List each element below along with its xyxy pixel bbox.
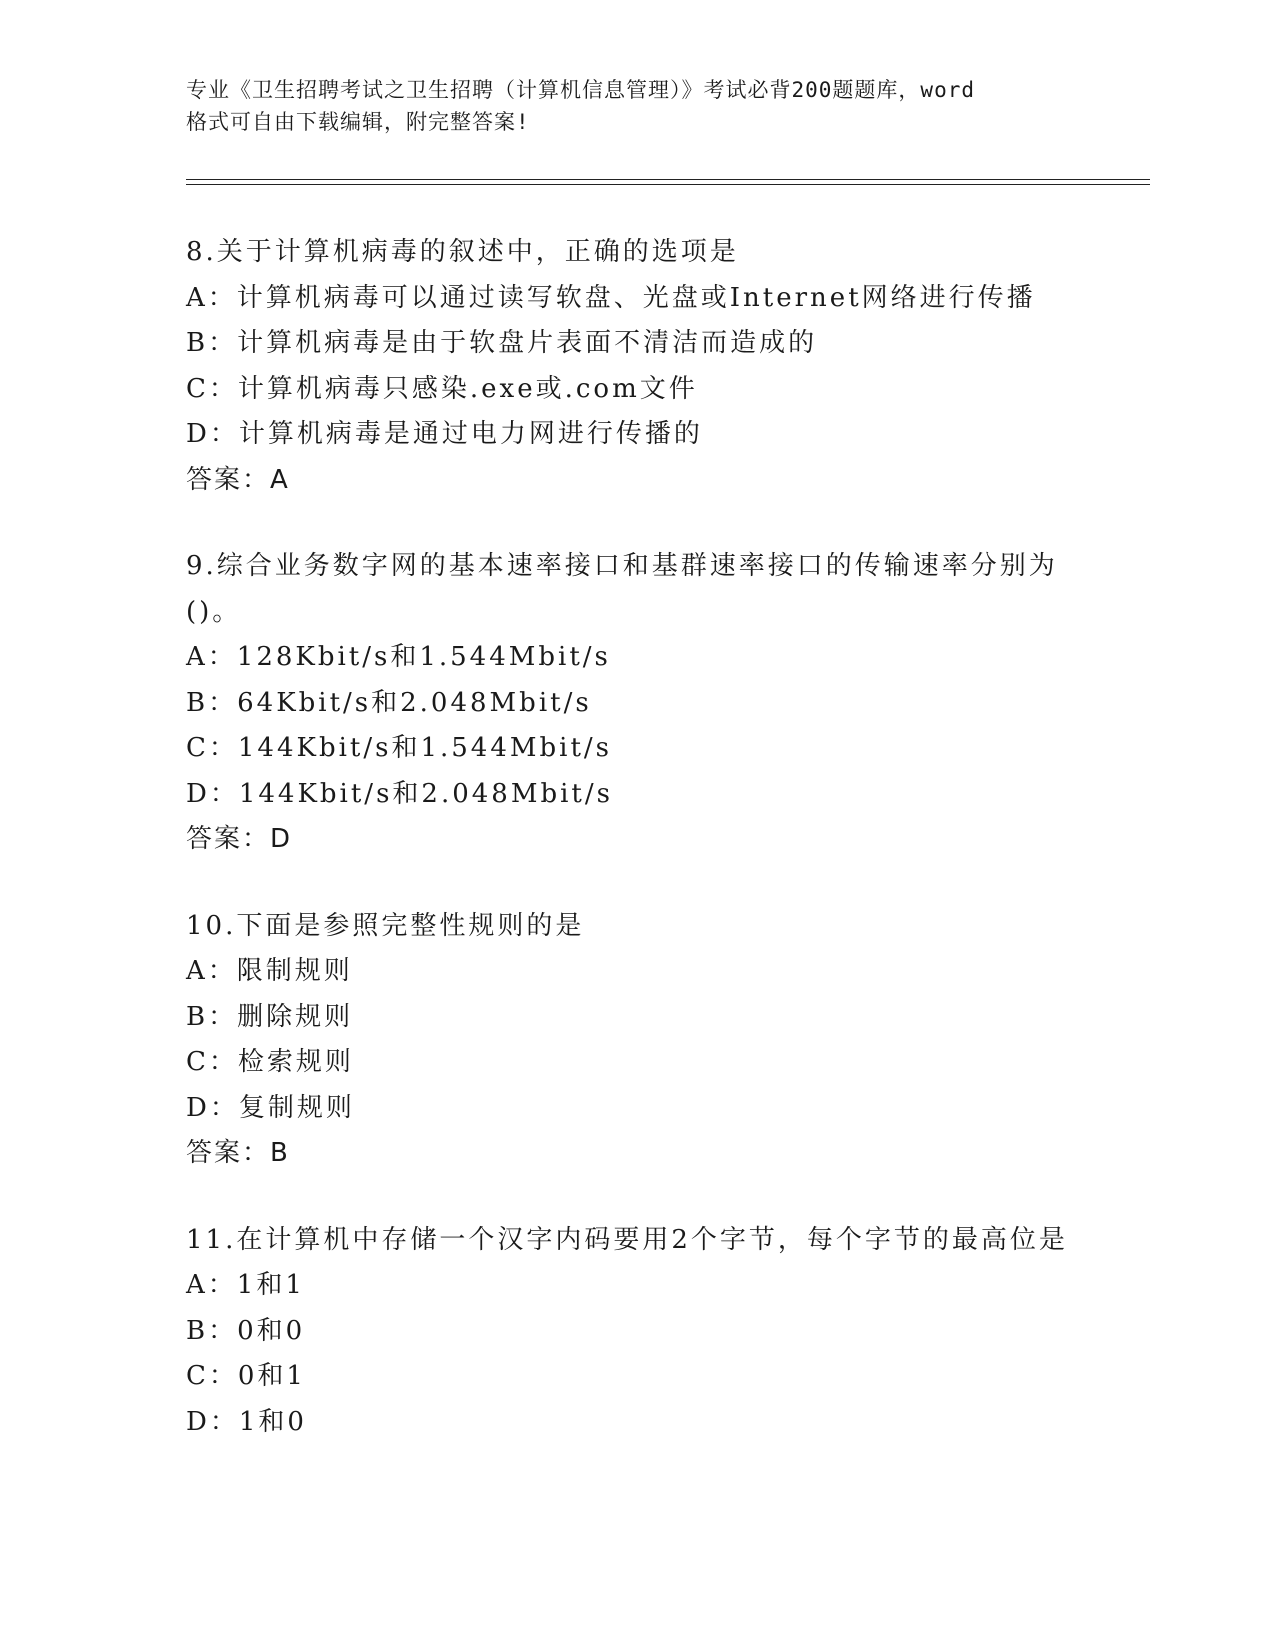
option-a: A：限制规则 [186, 956, 353, 986]
header-rule-top [186, 179, 1150, 180]
option-b: B：删除规则 [186, 1001, 354, 1032]
option-c: C：检索规则 [186, 1047, 354, 1077]
question-8 [186, 230, 1106, 503]
header-line-2: 格式可自由下载编辑，附完整答案! [186, 110, 530, 134]
question-list [186, 230, 1106, 1486]
question-10 [186, 904, 1106, 1177]
question-9 [186, 544, 1106, 863]
option-a: A：1和1 [186, 1270, 305, 1300]
answer-line: 答案：D [186, 824, 293, 854]
option-a: A：计算机病毒可以通过读写软盘、光盘或Internet网络进行传播 [186, 282, 1036, 313]
option-c: C：144Kbit/s和1.544Mbit/s [186, 733, 613, 763]
header-line-1: 专业《卫生招聘考试之卫生招聘（计算机信息管理）》考试必背200题题库，word [186, 78, 975, 102]
question-11 [186, 1218, 1106, 1446]
option-b: B：计算机病毒是由于软盘片表面不清洁而造成的 [186, 328, 818, 358]
question-text: 9.综合业务数字网的基本速率接口和基群速率接口的传输速率分别为()。 [186, 551, 1058, 627]
header-rule-bottom [186, 184, 1150, 185]
answer-line: 答案：B [186, 1138, 290, 1168]
question-text: 11.在计算机中存储一个汉字内码要用2个字节，每个字节的最高位是 [186, 1224, 1068, 1255]
option-b: B：64Kbit/s和2.048Mbit/s [186, 687, 592, 718]
option-d: D：1和0 [186, 1406, 307, 1437]
option-b: B：0和0 [186, 1315, 306, 1346]
question-text: 8.关于计算机病毒的叙述中，正确的选项是 [186, 237, 739, 267]
option-d: D：计算机病毒是通过电力网进行传播的 [186, 419, 703, 449]
question-text: 10.下面是参照完整性规则的是 [186, 910, 585, 941]
answer-line: 答案：A [186, 464, 290, 495]
option-c: C：0和1 [186, 1361, 306, 1391]
option-c: C：计算机病毒只感染.exe或.com文件 [186, 373, 698, 404]
option-a: A：128Kbit/s和1.544Mbit/s [186, 642, 611, 672]
option-d: D：144Kbit/s和2.048Mbit/s [186, 778, 613, 809]
document-header [186, 74, 1086, 138]
option-d: D：复制规则 [186, 1092, 355, 1123]
